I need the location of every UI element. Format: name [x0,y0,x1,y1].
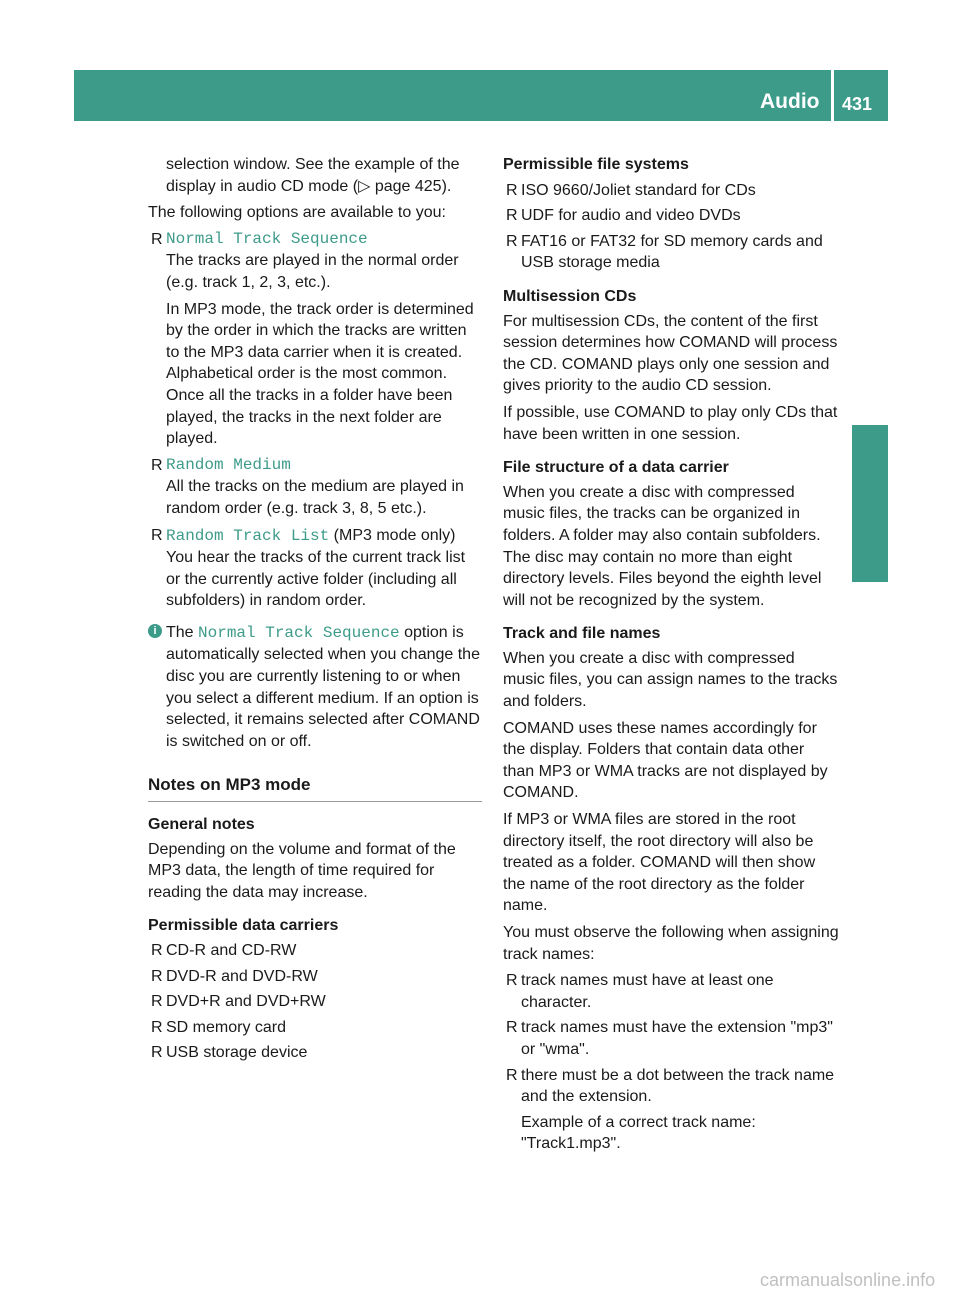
option-line [166,525,482,548]
list-item: R DVD-R and DVD-RW [151,967,318,985]
option-normal-track-sequence [148,229,482,450]
info-icon: i [148,624,162,638]
option-random-medium [148,455,482,520]
paragraph: When you create a disc with compressed music files, the tracks can be organized in folders. A folder may also contain subfolders. The disc may contain no more than eight directory levels. Files beyond the eighth level will not be recognized by the system. [503,483,822,609]
info-text: option is automatically selected when you change the disc you are currently listening to or when you select a different medium. If an option is selected, it remains selected after COMAND is switched on or off. [166,623,480,750]
intro-text: selection window. See the example of the display in audio CD mode (▷ page 425). [166,156,460,195]
list-item: R track names must have the extension "mp3" or "wma". [506,1019,833,1058]
subheading-multisession: Multisession CDs [503,287,637,305]
paragraph: If possible, use COMAND to play only CDs that have been written in one session. [503,403,838,443]
list-item: R track names must have at least one character. [506,972,774,1011]
paragraph: For multisession CDs, the content of the first session determines how COMAND will process the CD. COMAND plays only one session and gives priority to the audio CD session. [503,312,838,395]
left-column [148,154,482,1068]
paragraph: When you create a disc with compressed music files, you can assign names to the tracks and folders. [503,649,838,711]
list-item: R CD-R and CD-RW [151,942,297,959]
section-heading: Notes on MP3 mode [148,774,482,802]
subheading-general: General notes [148,816,255,834]
options-intro: The following options are available to you: [148,204,446,222]
list-item: R ISO 9660/Joliet standard for CDs [506,181,756,199]
option-description: In MP3 mode, the track order is determined by the order in which the tracks are written to the MP3 data carrier when it is created. Alphabetical order is the most common. Once all the tracks in a folder have been played, the tracks in the next folder are played. [166,300,474,448]
watermark: carmanualsonline.info [760,1270,936,1290]
list-item: R UDF for audio and video DVDs [506,207,741,225]
general-text: Depending on the volume and format of the MP3 data, the length of time required for reading the data may increase. [148,840,456,901]
info-option-name: Normal Track Sequence [198,623,400,642]
subheading-file-systems: Permissible file systems [503,156,689,173]
option-name: Random Medium [166,455,291,474]
info-note [148,622,482,753]
list-item: R there must be a dot between the track name and the extension. Example of a correct track name: "Track1.mp3". [503,1065,839,1155]
header-separator [831,70,834,121]
side-tab-label: COMAND [858,457,881,553]
paragraph: COMAND uses these names accordingly for the display. Folders that contain data other than MP3 or WMA tracks are not displayed by COMAND. [503,719,828,802]
paragraph: You must observe the following when assigning track names: [503,924,839,963]
right-column [503,154,839,1159]
list-item: R USB storage device [151,1044,308,1062]
bullet-marker: R [151,230,163,248]
option-name: Normal Track Sequence [166,229,368,248]
option-random-track-list [148,525,482,612]
paragraph: If MP3 or WMA files are stored in the root directory itself, the root directory will also be treated as a folder. COMAND will then show the name of the root directory as the folder name. [503,811,816,915]
subheading-file-structure: File structure of a data carrier [503,459,729,477]
option-description: You hear the tracks of the current track list or the currently active folder (including all subfolders) in random order. [166,549,466,610]
page-number: 431 [842,94,873,114]
example-label: Example of a correct track name: [521,1113,756,1131]
option-description: All the tracks on the medium are played in random order (e.g. track 3, 8, 5 etc.). [166,478,464,517]
option-name: Random Track List [166,526,330,545]
list-item: R SD memory card [151,1018,287,1036]
option-description: The tracks are played in the normal order (e.g. track 1, 2, 3, etc.). [166,252,459,291]
subheading-track-names: Track and file names [503,625,661,643]
subheading-carriers: Permissible data carriers [148,917,339,935]
list-item: R DVD+R and DVD+RW [151,993,326,1011]
example-value: "Track1.mp3". [521,1135,621,1153]
list-item: R FAT16 or FAT32 for SD memory cards and USB storage media [506,232,823,272]
bullet-marker: R [151,526,163,544]
bullet-marker: R [151,456,163,474]
option-note: (MP3 mode only) [329,526,456,544]
section-title: Audio [760,90,820,113]
info-text: The [166,623,199,641]
